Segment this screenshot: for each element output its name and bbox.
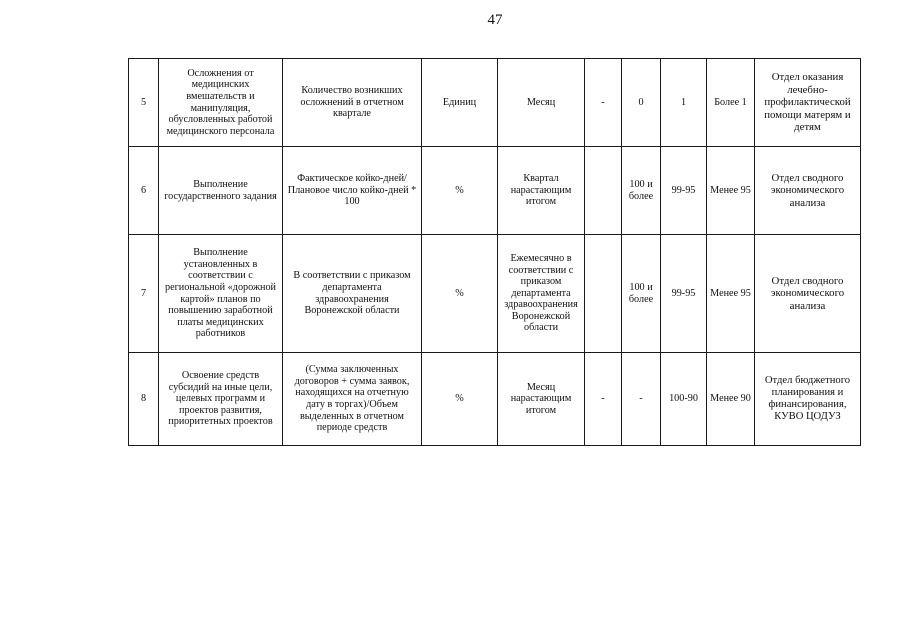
period-cell: Месяц: [498, 59, 585, 147]
unit-cell: %: [422, 147, 498, 235]
low-value-cell: Менее 95: [707, 235, 755, 353]
indicator-name: Выполнение государственного задания: [159, 147, 283, 235]
table-row: [129, 235, 861, 353]
medium-value-cell: 1: [661, 59, 707, 147]
table-row: [129, 147, 861, 235]
base-value-cell: -: [585, 59, 622, 147]
low-value-cell: Более 1: [707, 59, 755, 147]
unit-cell: %: [422, 353, 498, 446]
responsible-department: Отдел бюджетного планирования и финансирования, КУВО ЦОДУЗ: [755, 353, 861, 446]
medium-value-cell: 99-95: [661, 147, 707, 235]
unit-cell: %: [422, 235, 498, 353]
row-number: 7: [129, 235, 159, 353]
indicator-name: Выполнение установленных в соответствии с региональной «дорожной картой» планов по повышению заработной платы медицинских работников: [159, 235, 283, 353]
indicator-formula: В соответствии с приказом департамента здравоохранения Воронежской области: [283, 235, 422, 353]
table-row: [129, 59, 861, 147]
unit-cell: Единиц: [422, 59, 498, 147]
responsible-department: Отдел сводного экономического анализа: [755, 147, 861, 235]
responsible-department: Отдел оказания лечебно-профилактической помощи матерям и детям: [755, 59, 861, 147]
indicator-name: Освоение средств субсидий на иные цели, целевых программ и проектов развития, приоритетных проектов: [159, 353, 283, 446]
low-value-cell: Менее 90: [707, 353, 755, 446]
page-number: 47: [487, 12, 503, 28]
responsible-department: Отдел сводного экономического анализа: [755, 235, 861, 353]
indicator-formula: Фактическое койко-дней/Плановое число койко-дней * 100: [283, 147, 422, 235]
high-value-cell: -: [622, 353, 661, 446]
medium-value-cell: 100-90: [661, 353, 707, 446]
row-number: 8: [129, 353, 159, 446]
high-value-cell: 0: [622, 59, 661, 147]
base-value-cell: [585, 235, 622, 353]
high-value-cell: 100 и более: [622, 147, 661, 235]
low-value-cell: Менее 95: [707, 147, 755, 235]
table-row: [129, 353, 861, 446]
row-number: 6: [129, 147, 159, 235]
base-value-cell: -: [585, 353, 622, 446]
base-value-cell: [585, 147, 622, 235]
indicator-formula: (Сумма заключенных договоров + сумма заявок, находящихся на отчетную дату в торгах)/Объем выделенных в отчетном периоде средств: [283, 353, 422, 446]
period-cell: Квартал нарастающим итогом: [498, 147, 585, 235]
medium-value-cell: 99-95: [661, 235, 707, 353]
indicator-formula: Количество возникших осложнений в отчетном квартале: [283, 59, 422, 147]
indicator-name: Осложнения от медицинских вмешательств и манипуляция, обусловленных работой медицинского персонала: [159, 59, 283, 147]
period-cell: Месяц нарастающим итогом: [498, 353, 585, 446]
high-value-cell: 100 и более: [622, 235, 661, 353]
period-cell: Ежемесячно в соответствии с приказом департамента здравоохранения Воронежской области: [498, 235, 585, 353]
row-number: 5: [129, 59, 159, 147]
indicators-table: [128, 58, 861, 446]
